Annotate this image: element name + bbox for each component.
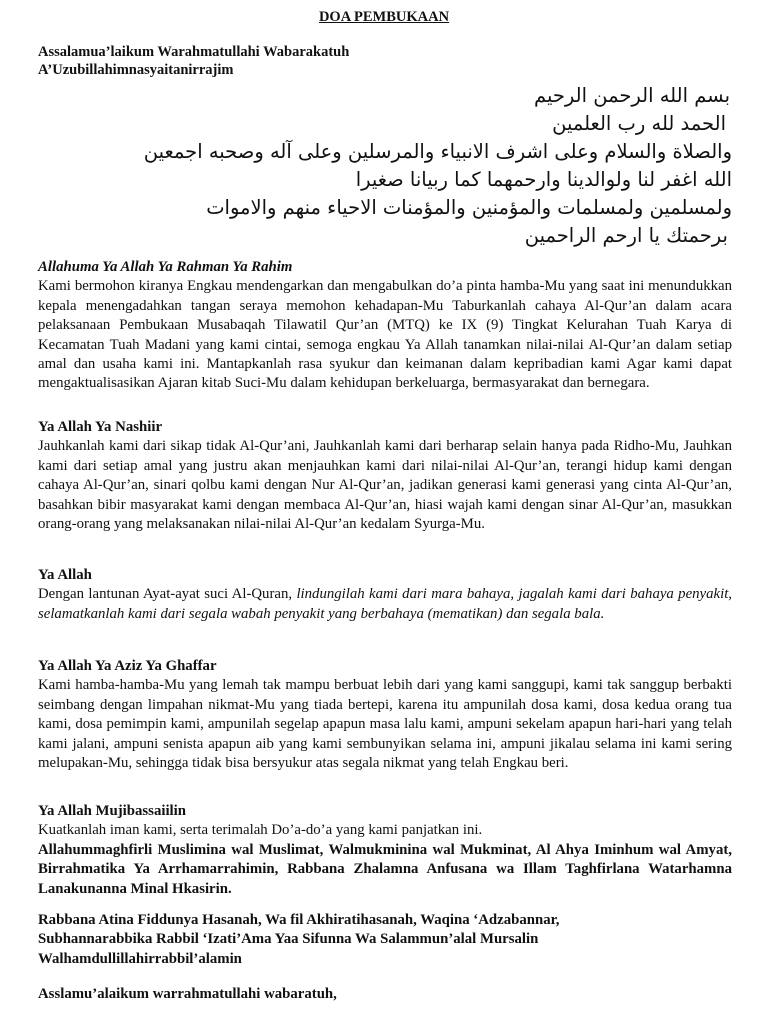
section-body-plain: Dengan lantunan Ayat-ayat suci Al-Quran,	[38, 586, 297, 603]
page-title: DOA PEMBUKAAN	[318, 9, 450, 25]
closing-text: Asslamu’alaikum warrahmatullahi wabaratuh,	[38, 986, 337, 1002]
section-heading: Allahuma Ya Allah Ya Rahman Ya Rahim	[38, 259, 293, 275]
section-body-bold: Allahummaghfirli Muslimina wal Muslimat, Walmukminina wal Mukminat, Al Ahya Iminhum wal Amyat, Birrahmatika Ya Arrhamarrahimin, Rabbana Zhalamna Anfusana wa Illam Taghfirlana Watarhamna Lanakunanna Minal Hkasirin.	[38, 841, 732, 897]
section-mujibassaiilin	[38, 802, 732, 899]
section-heading: Ya Allah	[38, 567, 92, 583]
section-body: Jauhkanlah kami dari sikap tidak Al-Qur’ani, Jauhkanlah kami dari berharap selain hanya pada Ridho-Mu, Jauhkan kami dari setiap amal yang justru akan menjauhkan kami dari nilai-nilai Al-Qur’an, terangi hidup kami dengan cahaya Al-Qur’an, sinari qolbu kami dengan Nur Al-Qur’an, jadikan generasi kami generasi yang cinta Al-Qur’an, basahkan bibir masyarakat kami dengan membaca Al-Qur’an, hiasi wajah kami dengan sinar Al-Qur’an, masukkan orang-orang yang melaksanakan nilai-nilai Al-Qur’an kedalam Syurga-Mu.	[38, 438, 732, 533]
arabic-line-rahmat: برحمتك يا ارحم الراحمين	[524, 224, 728, 247]
greeting-salam: Assalamua’laikum Warahmatullahi Wabarakatuh	[38, 44, 350, 60]
section-body: Kami bermohon kiranya Engkau mendengarkan dan mengabulkan do’a pinta hamba-Mu yang saat ini menundukkan kepala menengadahkan tangan seraya memohon kehadapan-Mu Taburkanlah cahaya Al-Qur’an dalam acara pelaksanaan Pembukaan Musabaqah Tilawatil Qur’an (MTQ) ke IX (9) Tingkat Kelurahan Tuah Karya di Kecamatan Tuah Madani yang kami cintai, semoga engkau Ya Allah tanamkan nilai-nilai Al-Qur’an dalam setiap amal dan usaha kami ini. Mantapkanlah rasa syukur dan keimanan dalam kepribadian kami Agar kami dapat mengaktualisasikan Ajaran kitab Suci-Mu dalam kehidupan berkeluarga, bermasyarakat dan bernegara.	[38, 278, 732, 392]
section-heading: Ya Allah Ya Nashiir	[38, 419, 163, 435]
section-aziz-ghaffar	[38, 657, 732, 773]
rabbana-line-2: Subhannarabbika Rabbil ‘Izati’Ama Yaa Sifunna Wa Salammun’alal Mursalin	[38, 931, 539, 948]
section-ya-allah	[38, 566, 732, 624]
section-body-italic: lindungilah kami dari mara bahaya, jagalah kami dari bahaya penyakit, selamatkanlah kami dari segala wabah penyakit yang berbahaya (mematikan) dan segala bala.	[38, 586, 733, 622]
arabic-line-shalawat: والصلاة والسلام وعلى اشرف الانبياء والمرسلين وعلى آله وصحبه اجمعين	[143, 140, 732, 163]
rabbana-line-1: Rabbana Atina Fiddunya Hasanah, Wa fil Akhiratihasanah, Waqina ‘Adzabannar,	[38, 912, 560, 928]
closing-salam	[38, 985, 732, 1004]
section-heading: Ya Allah Mujibassaiilin	[38, 803, 187, 819]
section-nashiir	[38, 418, 732, 534]
arabic-line-basmalah: بسم الله الرحمن الرحيم	[534, 84, 730, 107]
arabic-line-parents: الله اغفر لنا ولوالدينا وارحمهما كما ربيانا صغيرا	[355, 168, 732, 191]
section-rahman-rahim	[38, 258, 732, 394]
section-body: Kuatkanlah iman kami, serta terimalah Do’a-do’a yang kami panjatkan ini.	[38, 822, 483, 839]
arabic-prayer-block	[60, 82, 732, 250]
section-heading: Ya Allah Ya Aziz Ya Ghaffar	[38, 658, 217, 674]
arabic-line-hamdalah: الحمد لله رب العلمين	[552, 112, 726, 135]
rabbana-line-3: Walhamdullillahirrabbil’alamin	[38, 950, 242, 967]
section-rabbana-atina	[38, 911, 732, 969]
greeting-taawwudz: A’Uzubillahimnasyaitanirrajim	[38, 62, 234, 78]
section-body: Kami hamba-hamba-Mu yang lemah tak mampu berbuat lebih dari yang kami sanggupi, kami tak sanggup berbakti seimbang dengan limpahan nikmat-Mu yang tiada bertepi, karena itu ampunilah dosa kami, dosa kedua orang tua kami, dosa pemimpin kami, ampunilah segelap apapun masa lalu kami, ampuni sekelam apapun hari-hari yang telah kami jalani, ampuni senista apapun aib yang kami sembunyikan selama ini, ampuni jikalau selama ini kami sering melupakan-Mu, sehingga tidak bisa bersyukur atas segala nikmat yang telah Engkau beri.	[38, 677, 732, 772]
section-body	[38, 585, 732, 624]
arabic-line-muslims: ولمسلمين ولمسلمات والمؤمنين والمؤمنات الاحياء منهم والاموات	[206, 196, 732, 219]
